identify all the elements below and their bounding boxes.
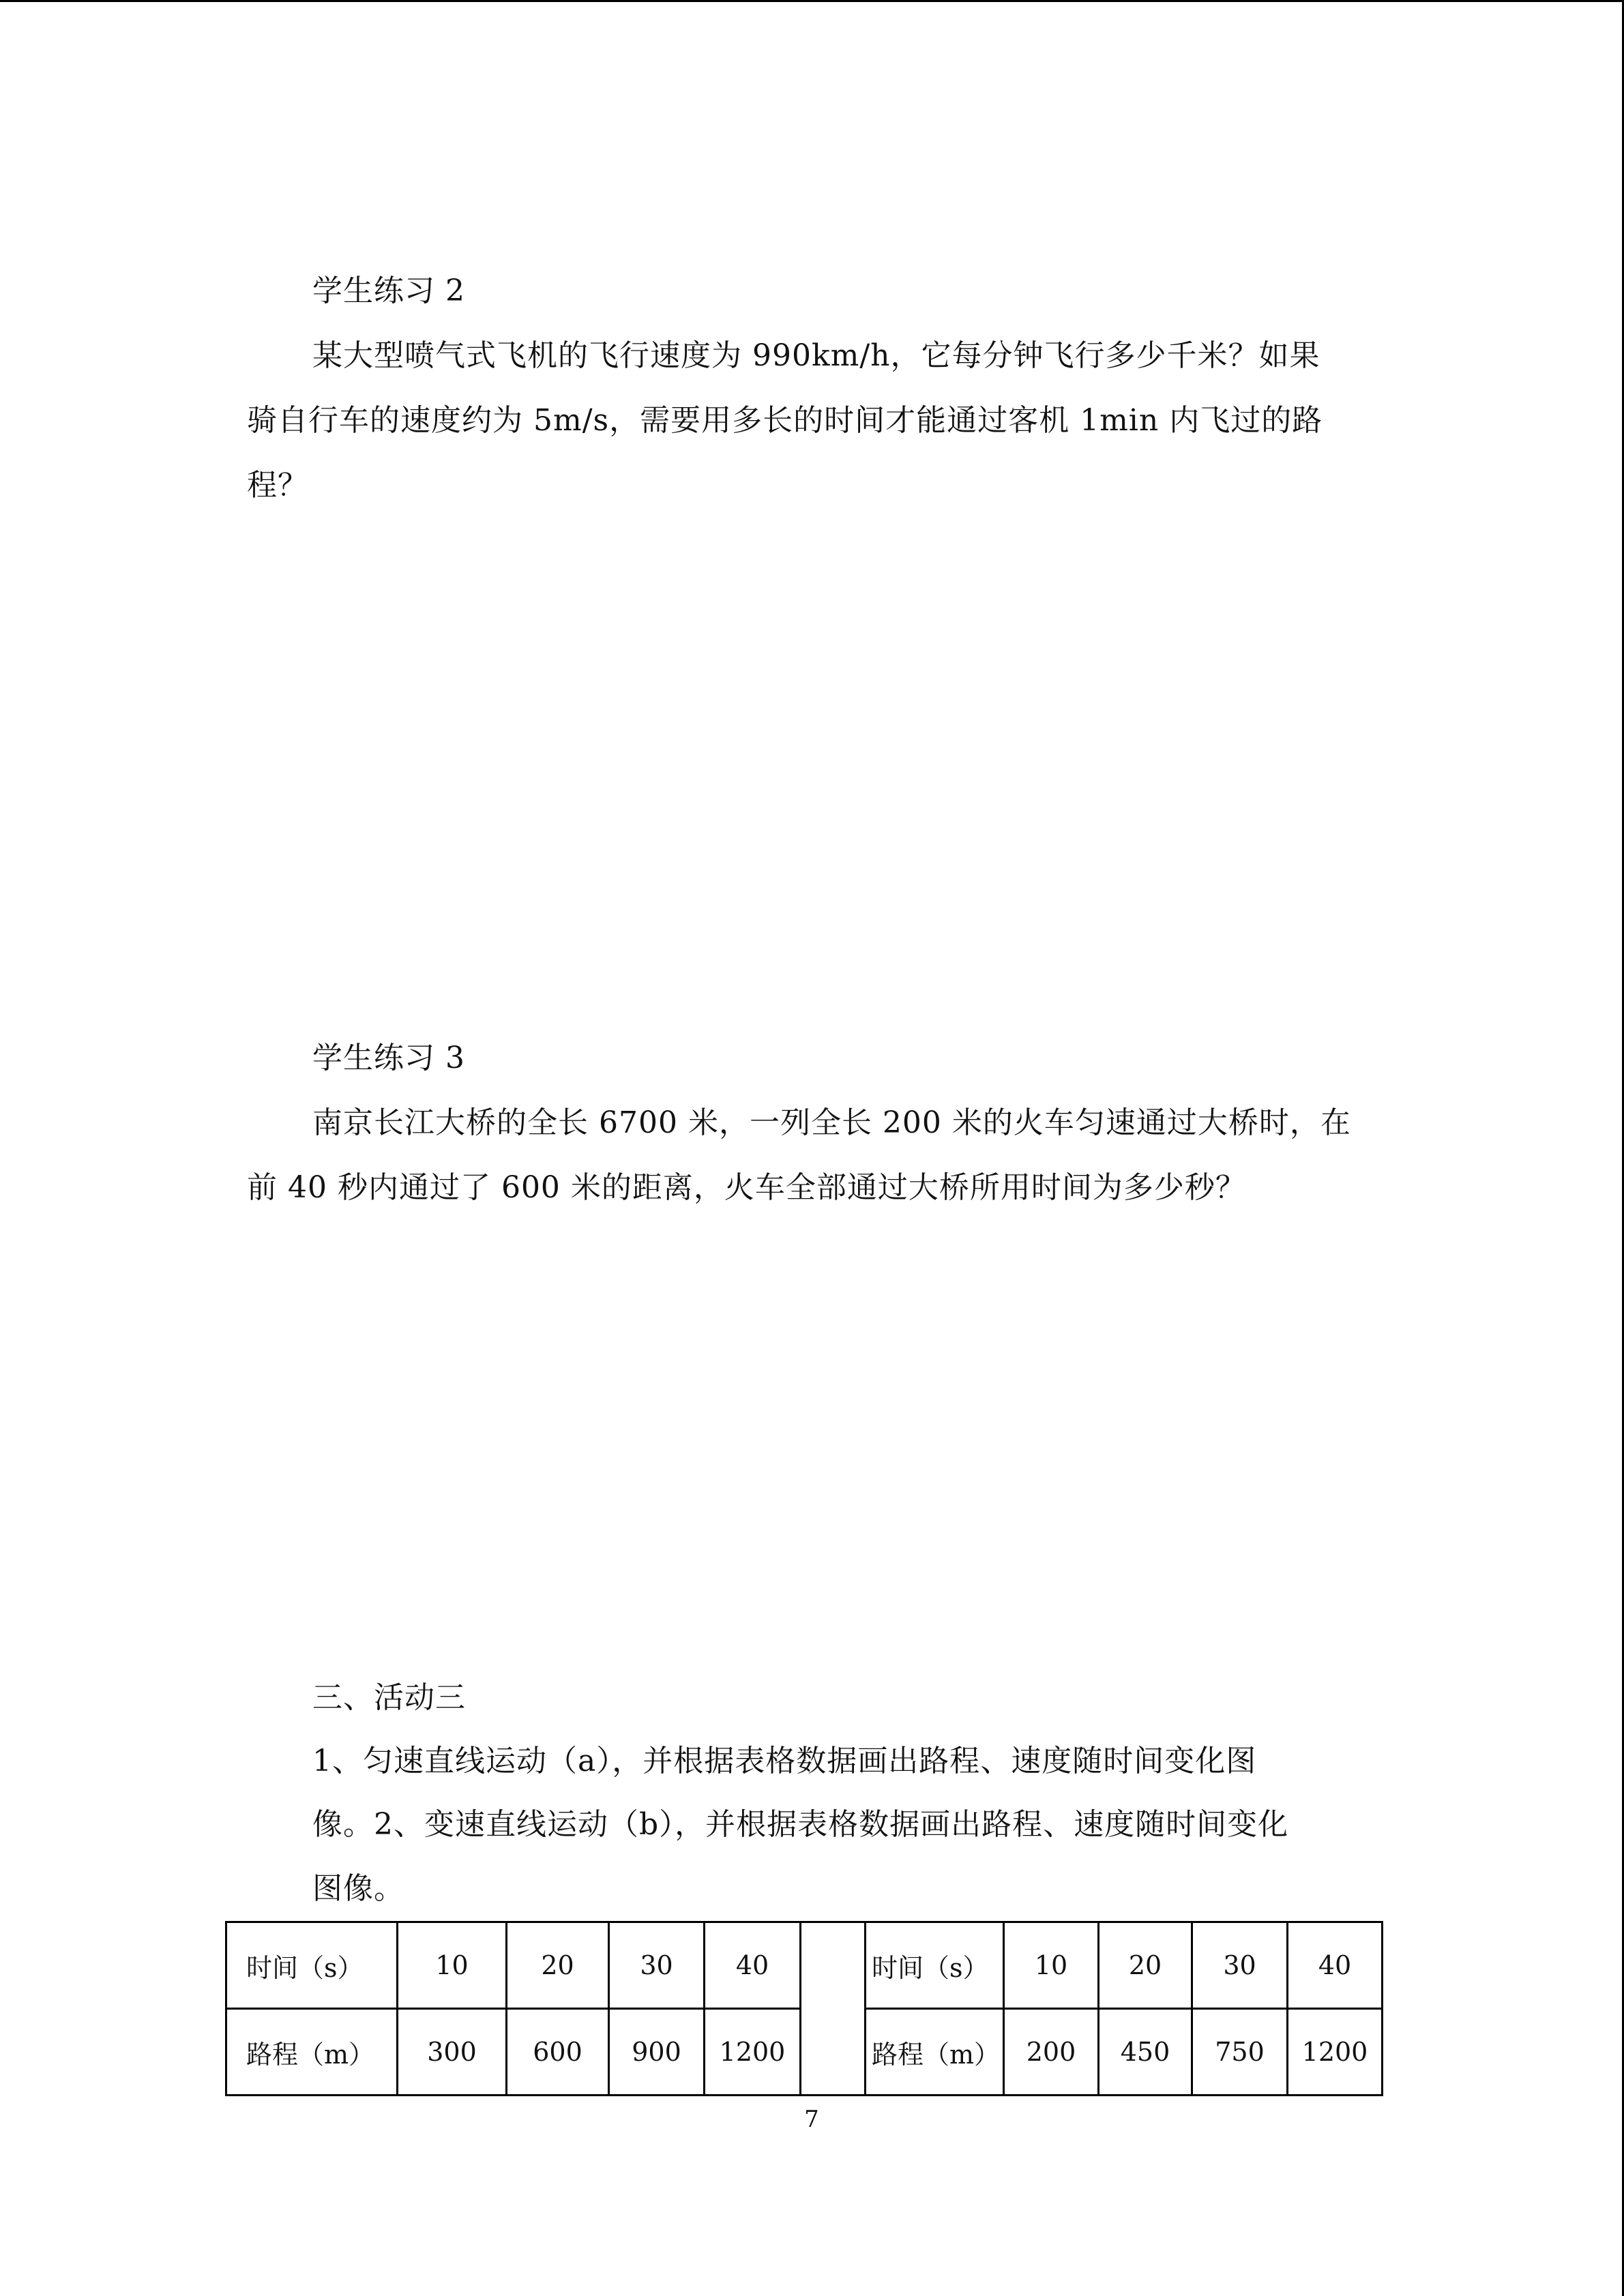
table-a-distance-cell: 900 [609,2009,705,2096]
table-b-distance-cell: 750 [1192,2009,1288,2096]
top-border [0,0,1624,2]
table-row-time [226,1922,1383,2009]
table-a-distance-cell: 600 [507,2009,609,2096]
table-b-time-label: 时间（s） [866,1922,1004,2009]
exercise-3-line-2: 前 40 秒内通过了 600 米的距离，火车全部通过大桥所用时间为多少秒？ [247,1170,1246,1205]
table-a-distance-cell: 1200 [705,2009,801,2096]
table-b-distance-cell: 450 [1099,2009,1192,2096]
table-a-time-cell: 10 [398,1922,507,2009]
table-b-distance-label: 路程（m） [866,2009,1004,2096]
page-number: 7 [804,2106,819,2133]
table-spacer [801,1922,866,2096]
activity-3-line-3: 图像。 [312,1871,404,1906]
exercise-2-heading: 学生练习 2 [312,273,465,308]
table-b-time-cell: 40 [1288,1922,1383,2009]
table-b-time-cell: 10 [1004,1922,1099,2009]
table-a-time-cell: 30 [609,1922,705,2009]
exercise-3-heading: 学生练习 3 [312,1041,465,1075]
table-b-time-cell: 30 [1192,1922,1288,2009]
activity-3-line-2: 像。2、变速直线运动（b），并根据表格数据画出路程、速度随时间变化 [312,1807,1289,1842]
table-a-distance-label: 路程（m） [226,2009,398,2096]
table-a-time-cell: 20 [507,1922,609,2009]
table-a-time-cell: 40 [705,1922,801,2009]
table-b-time-cell: 20 [1099,1922,1192,2009]
motion-data-table [225,1921,1383,2096]
exercise-2-line-2: 骑自行车的速度约为 5m/s，需要用多长的时间才能通过客机 1min 内飞过的路 [247,403,1323,438]
exercise-3-line-1: 南京长江大桥的全长 6700 米，一列全长 200 米的火车匀速通过大桥时，在 [312,1105,1351,1140]
activity-3-line-1: 1、匀速直线运动（a），并根据表格数据画出路程、速度随时间变化图 [312,1744,1257,1778]
table-b-distance-cell: 200 [1004,2009,1099,2096]
table-b-distance-cell: 1200 [1288,2009,1383,2096]
table-a-time-label: 时间（s） [226,1922,398,2009]
activity-3-heading: 三、活动三 [312,1680,466,1715]
exercise-2-line-1: 某大型喷气式飞机的飞行速度为 990km/h，它每分钟飞行多少千米？如果 [312,338,1320,373]
exercise-2-line-3: 程？ [247,468,308,503]
table-a-distance-cell: 300 [398,2009,507,2096]
